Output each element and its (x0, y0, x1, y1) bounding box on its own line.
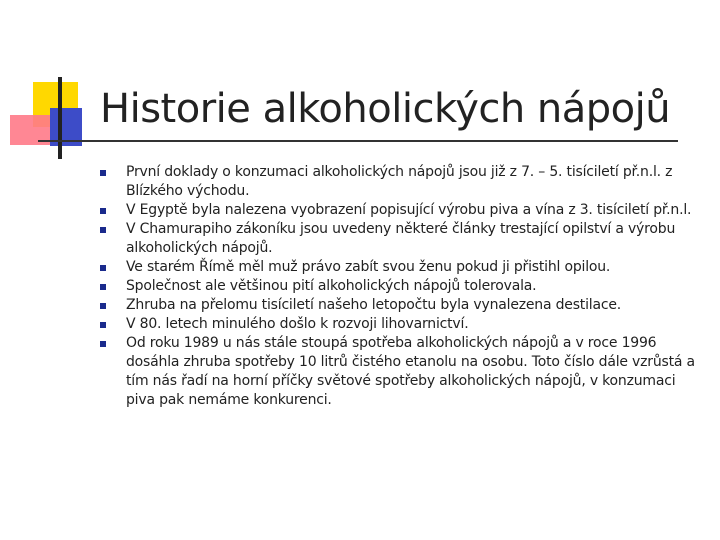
bullet-text: Společnost ale většinou pití alkoholických nápojů tolerovala. (126, 278, 537, 294)
bullet-square-icon (100, 208, 106, 214)
bullet-item (98, 258, 698, 277)
slide-title: Historie alkoholických nápojů (100, 86, 671, 132)
bullet-item (98, 296, 698, 315)
bullet-list (98, 163, 698, 410)
bullet-item (98, 201, 698, 220)
bullet-square-icon (100, 170, 106, 176)
bullet-text: Ve starém Římě měl muž právo zabít svou ženu pokud ji přistihl opilou. (126, 259, 611, 275)
title-underline (38, 140, 678, 142)
bullet-text: Od roku 1989 u nás stále stoupá spotřeba alkoholických nápojů a v roce 1996 dosáhla zhruba spotřeby 10 litrů čistého etanolu na osobu. Toto číslo dále vzrůstá a tím nás řadí na horní příčky světové spotřeby alkoholických nápojů, v konzumaci piva pak nemáme konkurenci. (126, 335, 695, 408)
bullet-text: V 80. letech minulého došlo k rozvoji lihovarnictví. (126, 316, 469, 332)
bullet-item (98, 277, 698, 296)
bullet-square-icon (100, 303, 106, 309)
bullet-square-icon (100, 322, 106, 328)
bullet-square-icon (100, 284, 106, 290)
bullet-text: V Egyptě byla nalezena vyobrazení popisující výrobu piva a vína z 3. tisíciletí př.n.l. (126, 202, 692, 218)
bullet-text: V Chamurapiho zákoníku jsou uvedeny některé články trestající opilství a výrobu alkoholických nápojů. (126, 221, 676, 256)
bullet-text: První doklady o konzumaci alkoholických nápojů jsou již z 7. – 5. tisíciletí př.n.l. z Blízkého východu. (126, 164, 673, 199)
bullet-text: Zhruba na přelomu tisíciletí našeho letopočtu byla vynalezena destilace. (126, 297, 622, 313)
bullet-item (98, 163, 698, 201)
bullet-square-icon (100, 265, 106, 271)
bullet-square-icon (100, 227, 106, 233)
bullet-item (98, 334, 698, 410)
bullet-item (98, 315, 698, 334)
decor-vertical-line (58, 77, 62, 159)
bullet-square-icon (100, 341, 106, 347)
bullet-item (98, 220, 698, 258)
